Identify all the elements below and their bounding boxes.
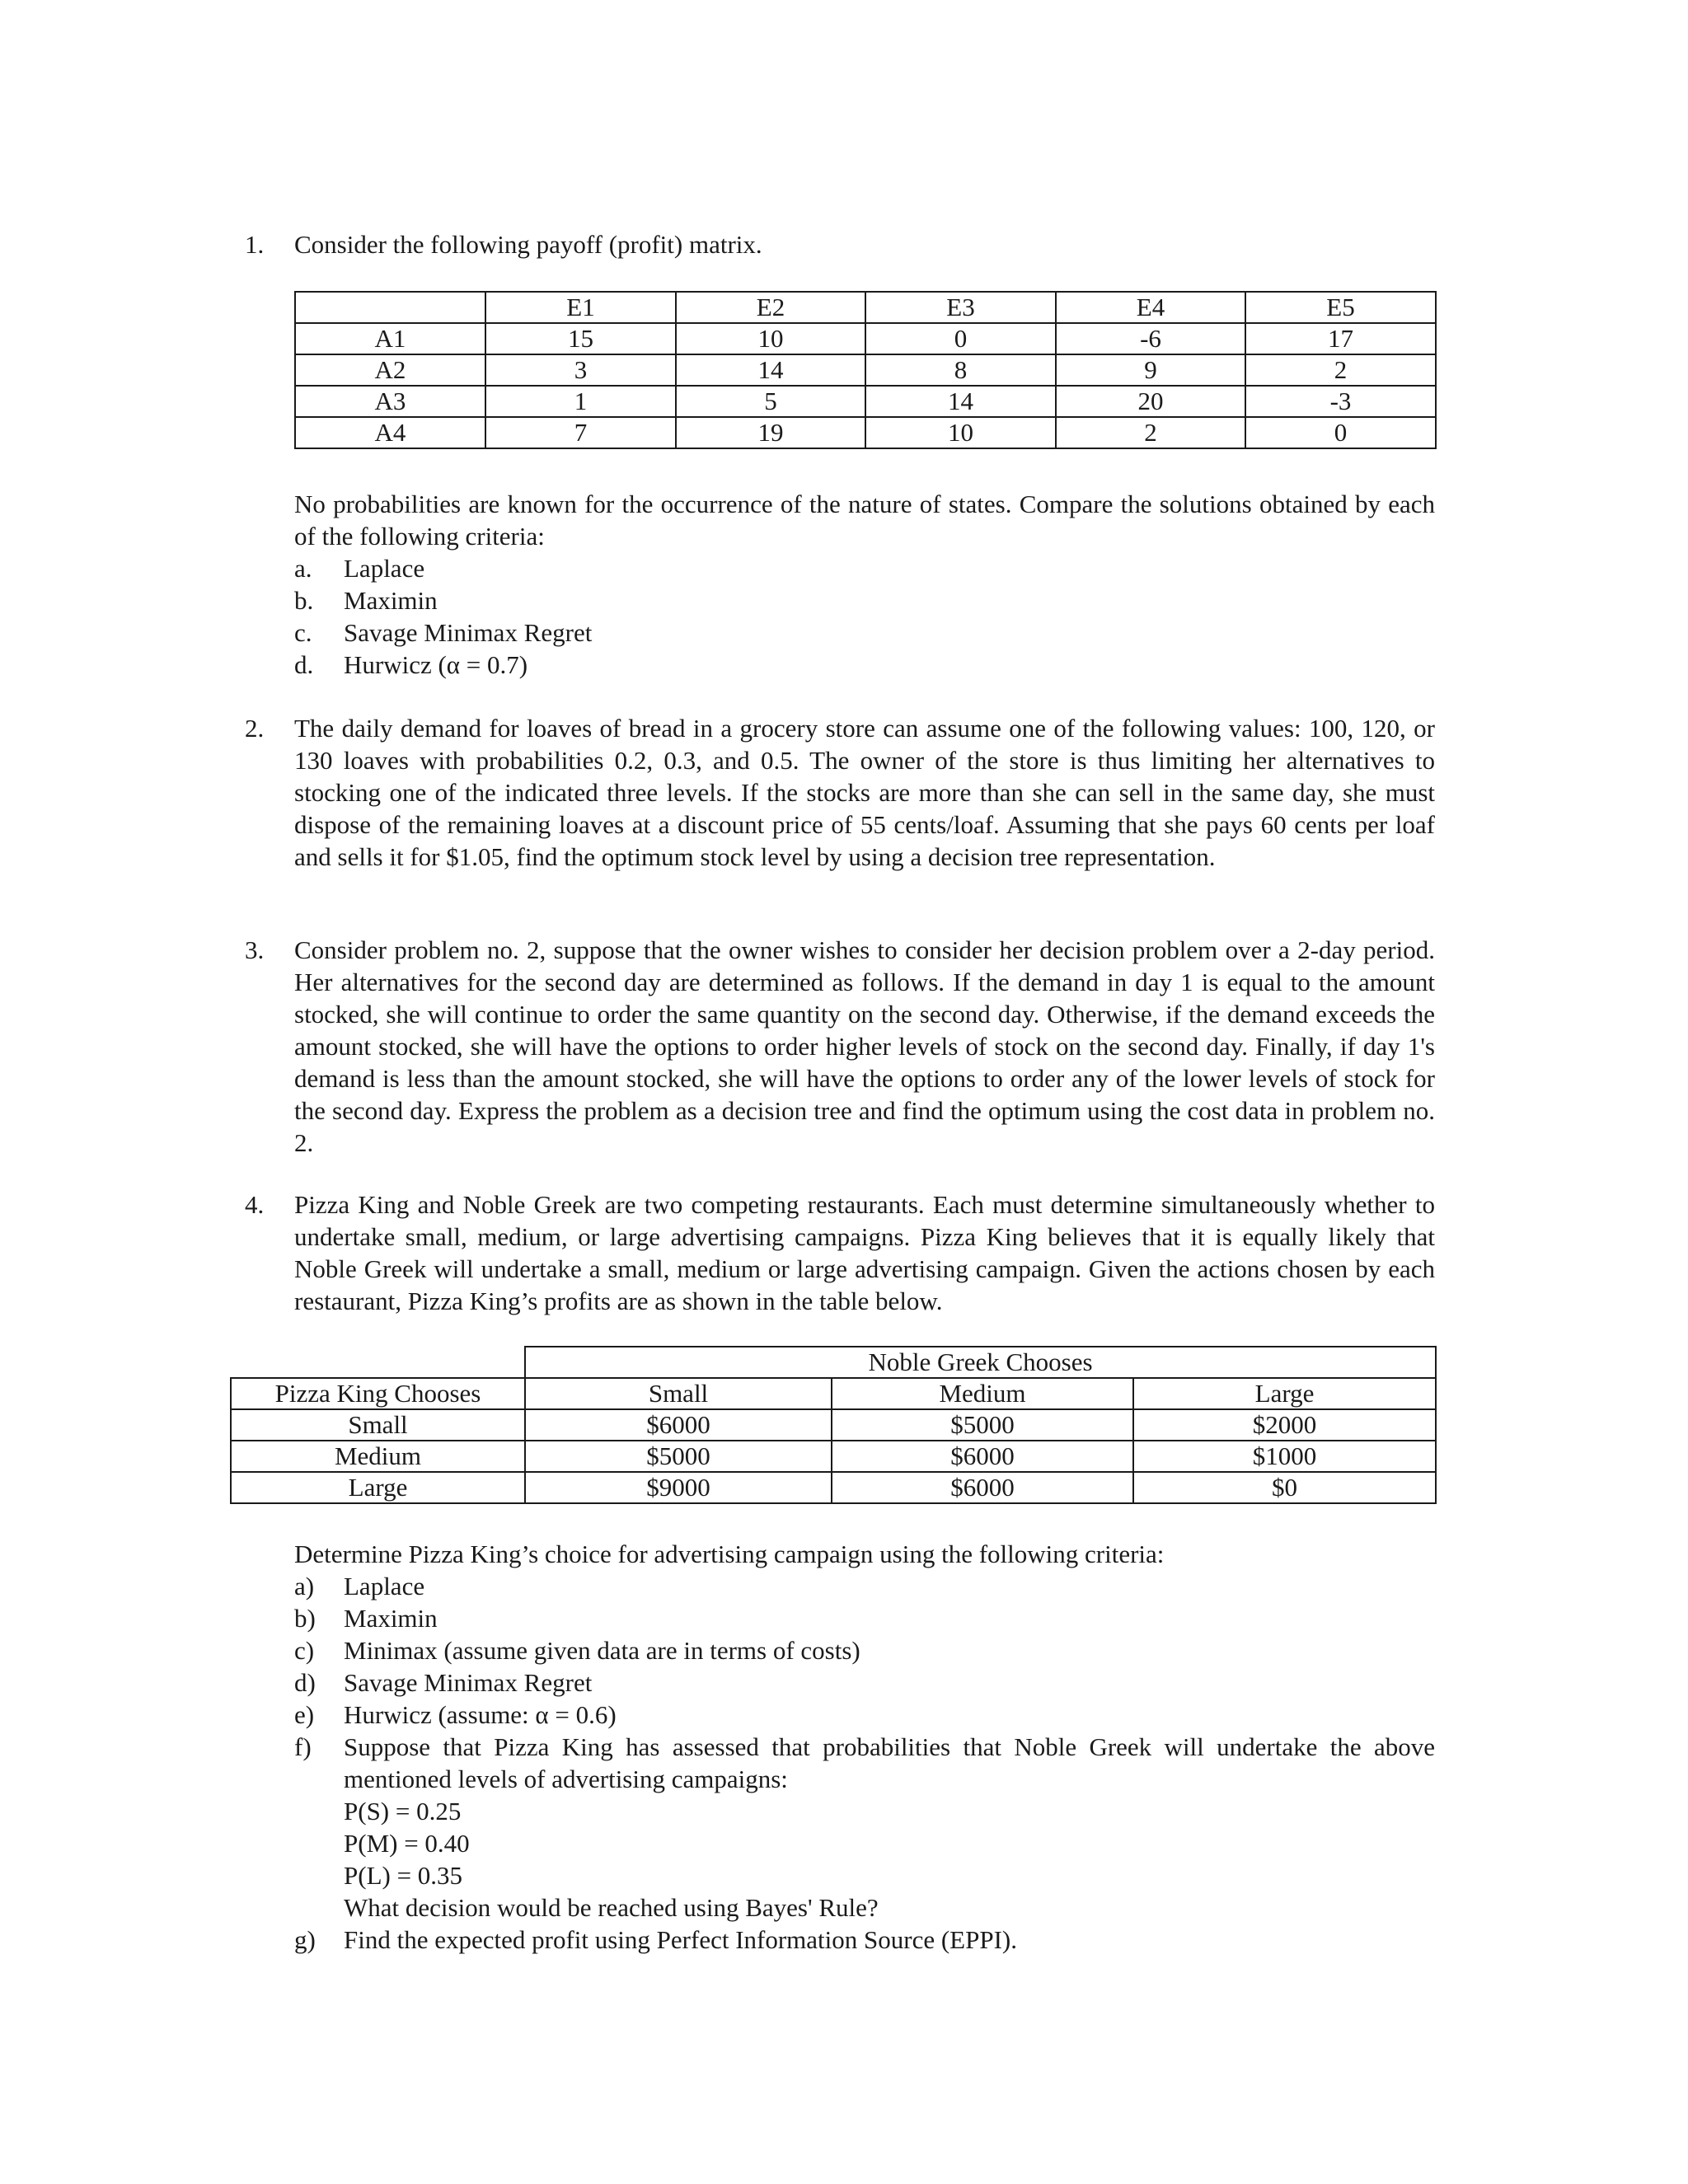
- list-item: [294, 649, 1435, 681]
- payoff-header-cell: E2: [676, 292, 865, 323]
- pizza-cell: $1000: [1133, 1441, 1436, 1472]
- list-item: [294, 1602, 1435, 1634]
- payoff-row: [295, 354, 1436, 386]
- payoff-cell: 9: [1056, 354, 1245, 386]
- payoff-cell: 20: [1056, 386, 1245, 417]
- payoff-cell: 14: [865, 386, 1056, 417]
- pizza-group-header-row: [231, 1347, 1436, 1378]
- list-item-text: Hurwicz (assume: α = 0.6): [344, 1700, 617, 1729]
- payoff-cell: 7: [485, 417, 676, 448]
- pizza-row: [231, 1441, 1436, 1472]
- pizza-king-chooses-header: Pizza King Chooses: [231, 1378, 525, 1409]
- pizza-header-row: [231, 1378, 1436, 1409]
- pizza-king-profit-table: [230, 1346, 1437, 1504]
- list-item-text: Suppose that Pizza King has assessed that probabilities that Noble Greek will undertake the above mentioned levels of advertising campaigns:: [344, 1732, 1435, 1793]
- list-item: [294, 616, 1435, 649]
- pizza-column-header: Medium: [832, 1378, 1133, 1409]
- payoff-cell: 14: [676, 354, 865, 386]
- list-item-label: g): [294, 1925, 316, 1954]
- pizza-cell: $5000: [525, 1441, 832, 1472]
- payoff-row: [295, 323, 1436, 354]
- list-item-text: Savage Minimax Regret: [344, 1668, 593, 1697]
- question-1-criteria-list: [294, 552, 1435, 681]
- bayes-question: What decision would be reached using Bayes' Rule?: [344, 1893, 879, 1922]
- question-4-number: 4.: [245, 1190, 265, 1219]
- pizza-cell: $6000: [832, 1441, 1133, 1472]
- list-item-label: c): [294, 1636, 315, 1665]
- list-item: [294, 1924, 1435, 1956]
- list-item: [294, 1570, 1435, 1602]
- payoff-corner-cell: [295, 292, 485, 323]
- list-item: [294, 1666, 1435, 1699]
- pizza-cell: $6000: [525, 1409, 832, 1441]
- question-2-text: The daily demand for loaves of bread in a grocery store can assume one of the following values: 100, 120, or 130 loaves with probabilities 0.2, 0.3, and 0.5. The owner of the store is thus limiting her alternatives to stocking one of the indicated three levels. If the stocks are more than she can sell in the same day, she must dispose of the remaining loaves at a discount price of 55 cents/loaf. Assuming that she pays 60 cents per loaf and sells it for $1.05, find the optimum stock level by using a decision tree representation.: [294, 714, 1435, 871]
- payoff-cell: 10: [676, 323, 865, 354]
- pizza-column-header: Small: [525, 1378, 832, 1409]
- pizza-cell: $0: [1133, 1472, 1436, 1503]
- payoff-cell: 3: [485, 354, 676, 386]
- pizza-cell: $6000: [832, 1472, 1133, 1503]
- payoff-header-cell: E1: [485, 292, 676, 323]
- probability-line: P(S) = 0.25: [344, 1797, 462, 1825]
- payoff-cell: 0: [1245, 417, 1436, 448]
- pizza-column-header: Large: [1133, 1378, 1436, 1409]
- list-item-label: a): [294, 1572, 315, 1601]
- list-item: [294, 1699, 1435, 1731]
- list-item-label: d): [294, 1668, 316, 1697]
- payoff-cell: 1: [485, 386, 676, 417]
- list-item: [294, 584, 1435, 616]
- pizza-row-label: Large: [231, 1472, 525, 1503]
- question-3-text: Consider problem no. 2, suppose that the owner wishes to consider her decision problem over a 2-day period. Her alternatives for the second day are determined as follows. If the demand in day 1 is equal to the amount stocked, she will continue to order the same quantity on the second day. Otherwise, if the demand exceeds the amount stocked, she will have the options to order higher levels of stock on the second day. Finally, if day 1's demand is less than the amount stocked, she will have the options to order any of the lower levels of stock for the second day. Express the problem as a decision tree and find the optimum using the cost data in problem no. 2.: [294, 935, 1435, 1157]
- payoff-cell: 2: [1056, 417, 1245, 448]
- payoff-row-label: A3: [295, 386, 485, 417]
- probability-line: P(M) = 0.40: [344, 1829, 470, 1858]
- list-item-label: b.: [294, 586, 314, 615]
- payoff-header-cell: E5: [1245, 292, 1436, 323]
- pizza-cell: $9000: [525, 1472, 832, 1503]
- noble-greek-chooses-header: Noble Greek Chooses: [525, 1347, 1436, 1378]
- payoff-cell: 2: [1245, 354, 1436, 386]
- payoff-cell: 5: [676, 386, 865, 417]
- pizza-row: [231, 1409, 1436, 1441]
- list-item-text: Laplace: [344, 1572, 425, 1601]
- list-item-f: [294, 1731, 1435, 1795]
- pizza-cell: $2000: [1133, 1409, 1436, 1441]
- list-item-label: a.: [294, 554, 312, 583]
- list-item-label: c.: [294, 618, 312, 647]
- payoff-cell: -6: [1056, 323, 1245, 354]
- payoff-row: [295, 386, 1436, 417]
- question-4-text: Pizza King and Noble Greek are two competing restaurants. Each must determine simultaneously whether to undertake small, medium, or large advertising campaigns. Pizza King believes that it is equally likely that Noble Greek will undertake a small, medium or large advertising campaign. Given the actions chosen by each restaurant, Pizza King’s profits are as shown in the table below.: [294, 1190, 1435, 1315]
- payoff-cell: 0: [865, 323, 1056, 354]
- question-3-number: 3.: [245, 935, 265, 964]
- list-item-text: Savage Minimax Regret: [344, 618, 593, 647]
- payoff-row-label: A1: [295, 323, 485, 354]
- list-item-label: b): [294, 1604, 316, 1633]
- payoff-cell: 15: [485, 323, 676, 354]
- pizza-row-label: Small: [231, 1409, 525, 1441]
- list-item: [294, 552, 1435, 584]
- payoff-cell: 19: [676, 417, 865, 448]
- payoff-cell: 10: [865, 417, 1056, 448]
- payoff-row-label: A4: [295, 417, 485, 448]
- list-item-text: Laplace: [344, 554, 425, 583]
- list-item-label: d.: [294, 650, 314, 679]
- question-1-description: No probabilities are known for the occurrence of the nature of states. Compare the solutions obtained by each of the following criteria:: [294, 490, 1435, 551]
- payoff-cell: -3: [1245, 386, 1436, 417]
- pizza-row: [231, 1472, 1436, 1503]
- list-item: [294, 1634, 1435, 1666]
- payoff-row-label: A2: [295, 354, 485, 386]
- payoff-cell: 17: [1245, 323, 1436, 354]
- list-item-text: Find the expected profit using Perfect Information Source (EPPI).: [344, 1925, 1017, 1954]
- pizza-empty-corner: [231, 1347, 525, 1378]
- list-item-label: e): [294, 1700, 315, 1729]
- list-item-label: f): [294, 1732, 312, 1761]
- payoff-header-cell: E4: [1056, 292, 1245, 323]
- question-1-number: 1.: [245, 230, 265, 259]
- question-2-number: 2.: [245, 714, 265, 743]
- question-4-criteria-list: [294, 1570, 1435, 1956]
- payoff-header-cell: E3: [865, 292, 1056, 323]
- list-item-text: Minimax (assume given data are in terms of costs): [344, 1636, 860, 1665]
- question-1-intro: Consider the following payoff (profit) matrix.: [294, 230, 762, 259]
- payoff-cell: 8: [865, 354, 1056, 386]
- list-item-text: Maximin: [344, 586, 438, 615]
- payoff-header-row: [295, 292, 1436, 323]
- pizza-cell: $5000: [832, 1409, 1133, 1441]
- payoff-matrix-table: [294, 291, 1437, 449]
- pizza-row-label: Medium: [231, 1441, 525, 1472]
- probability-line: P(L) = 0.35: [344, 1861, 463, 1890]
- question-4-determine: Determine Pizza King’s choice for advertising campaign using the following criteria:: [294, 1540, 1165, 1568]
- payoff-row: [295, 417, 1436, 448]
- list-item-text: Maximin: [344, 1604, 438, 1633]
- list-item-text: Hurwicz (α = 0.7): [344, 650, 528, 679]
